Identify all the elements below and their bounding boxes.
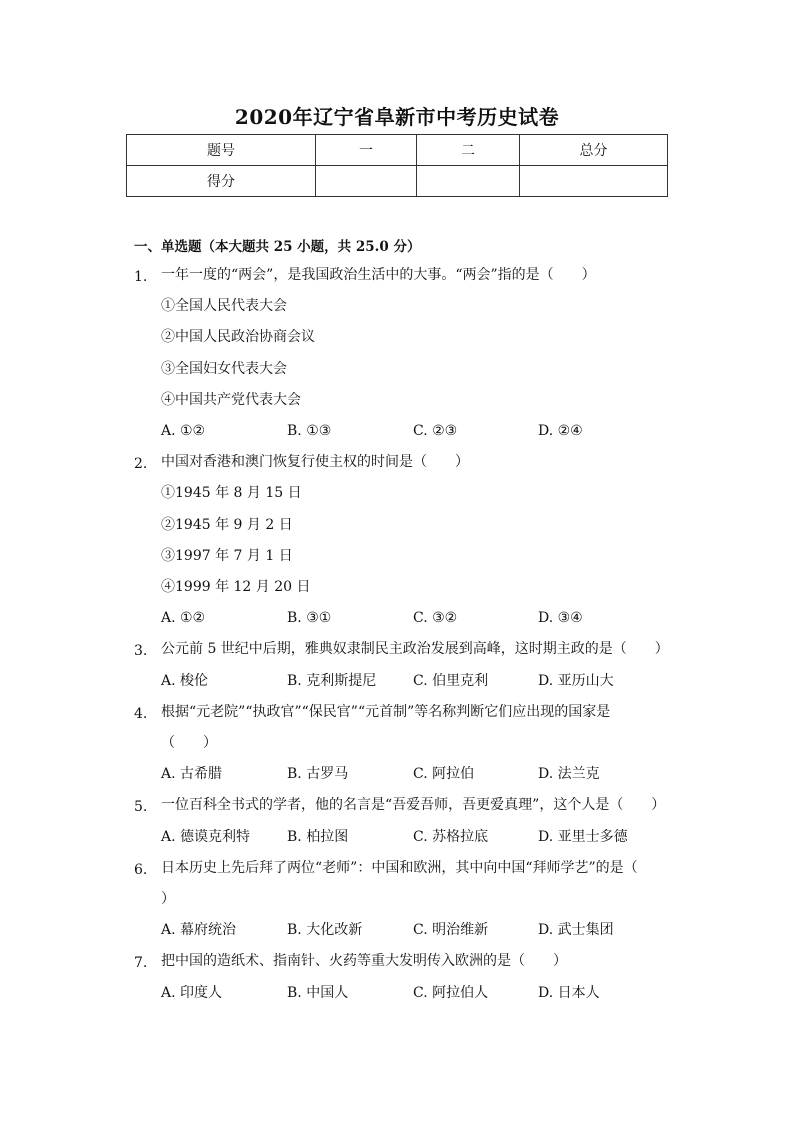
answer-option[interactable]: D. 武士集团 [538, 922, 614, 939]
score-header-cell: 总分 [520, 135, 668, 166]
question-number: 3. [134, 643, 148, 660]
answer-option[interactable]: D. 亚历山大 [538, 672, 614, 689]
answer-option[interactable]: C. ③② [413, 610, 458, 627]
score-table [126, 134, 668, 197]
answer-option[interactable]: A. ①② [161, 610, 206, 627]
question-stem: 一年一度的“两会”，是我国政治生活中的大事。“两会”指的是（ ） [161, 267, 596, 283]
question-statement: ①1945 年 8 月 15 日 [161, 485, 302, 502]
answer-option[interactable]: A. 幕府统治 [161, 922, 237, 939]
question-stem: （ ） [161, 735, 217, 751]
question-statement: ②1945 年 9 月 2 日 [161, 516, 293, 533]
question-statement: ③1997 年 7 月 1 日 [161, 547, 293, 564]
answer-option[interactable]: D. ③④ [538, 610, 583, 627]
question-statement: ④1999 年 12 月 20 日 [161, 579, 311, 595]
answer-option[interactable]: B. 古罗马 [287, 766, 349, 783]
question-number: 4. [134, 705, 148, 722]
answer-option[interactable]: D. 法兰克 [538, 766, 600, 783]
answer-option[interactable]: A. 德谟克利特 [161, 828, 251, 845]
question-stem: 把中国的造纸术、指南针、火药等重大发明传入欧洲的是（ ） [161, 953, 567, 970]
score-table-header-row [127, 135, 668, 166]
question-number: 6. [134, 861, 148, 878]
answer-option[interactable]: C. 苏格拉底 [413, 828, 489, 845]
answer-option[interactable]: C. ②③ [413, 423, 458, 439]
score-header-cell: 一 [316, 135, 417, 166]
answer-option[interactable]: D. ②④ [538, 423, 583, 439]
answer-option[interactable]: A. 印度人 [161, 984, 223, 1001]
exam-title: 2020年辽宁省阜新市中考历史试卷 [234, 105, 560, 129]
answer-option[interactable]: D. 亚里士多德 [538, 828, 628, 845]
score-cell[interactable] [316, 166, 417, 197]
question-stem: 日本历史上先后拜了两位“老师”：中国和欧洲，其中向中国“拜师学艺”的是（ [161, 859, 638, 876]
score-row-label: 得分 [127, 166, 316, 197]
question-stem: 公元前 5 世纪中后期，雅典奴隶制民主政治发展到高峰，这时期主政的是（ ） [161, 641, 669, 658]
question-statement: ④中国共产党代表大会 [161, 391, 301, 408]
answer-option[interactable]: A. 古希腊 [161, 766, 223, 783]
question-statement: ②中国人民政治协商会议 [161, 329, 315, 346]
score-cell[interactable] [417, 166, 520, 197]
question-number: 5. [134, 799, 148, 816]
answer-option[interactable]: A. ①② [161, 423, 206, 439]
question-number: 1. [134, 269, 148, 285]
answer-option[interactable]: B. 大化改新 [287, 922, 363, 939]
question-stem: 根据“元老院”“执政官”“保民官”“元首制”等名称判断它们应出现的国家是 [161, 703, 611, 720]
answer-option[interactable]: B. 克利斯提尼 [287, 672, 377, 689]
answer-option[interactable]: C. 阿拉伯 [413, 766, 475, 783]
answer-option[interactable]: B. ③① [287, 610, 332, 627]
answer-option[interactable]: B. ①③ [287, 423, 332, 439]
score-table-score-row [127, 166, 668, 197]
score-cell[interactable] [520, 166, 668, 197]
question-stem: ） [161, 891, 175, 907]
question-stem: 一位百科全书式的学者，他的名言是“吾爱吾师，吾更爱真理”，这个人是（ ） [161, 797, 666, 814]
answer-option[interactable]: C. 明治维新 [413, 922, 489, 939]
answer-option[interactable]: C. 伯里克利 [413, 672, 489, 689]
answer-option[interactable]: D. 日本人 [538, 984, 600, 1001]
question-statement: ③全国妇女代表大会 [161, 360, 287, 377]
answer-option[interactable]: B. 柏拉图 [287, 828, 349, 845]
section-heading: 一、单选题（本大题共 25 小题，共 25.0 分） [134, 239, 421, 255]
question-number: 7. [134, 955, 148, 972]
question-number: 2. [134, 456, 148, 473]
score-header-cell: 题号 [127, 135, 316, 166]
question-stem: 中国对香港和澳门恢复行使主权的时间是（ ） [161, 454, 469, 471]
score-header-cell: 二 [417, 135, 520, 166]
answer-option[interactable]: A. 梭伦 [161, 672, 209, 689]
answer-option[interactable]: B. 中国人 [287, 984, 349, 1001]
answer-option[interactable]: C. 阿拉伯人 [413, 984, 489, 1001]
question-statement: ①全国人民代表大会 [161, 298, 287, 315]
